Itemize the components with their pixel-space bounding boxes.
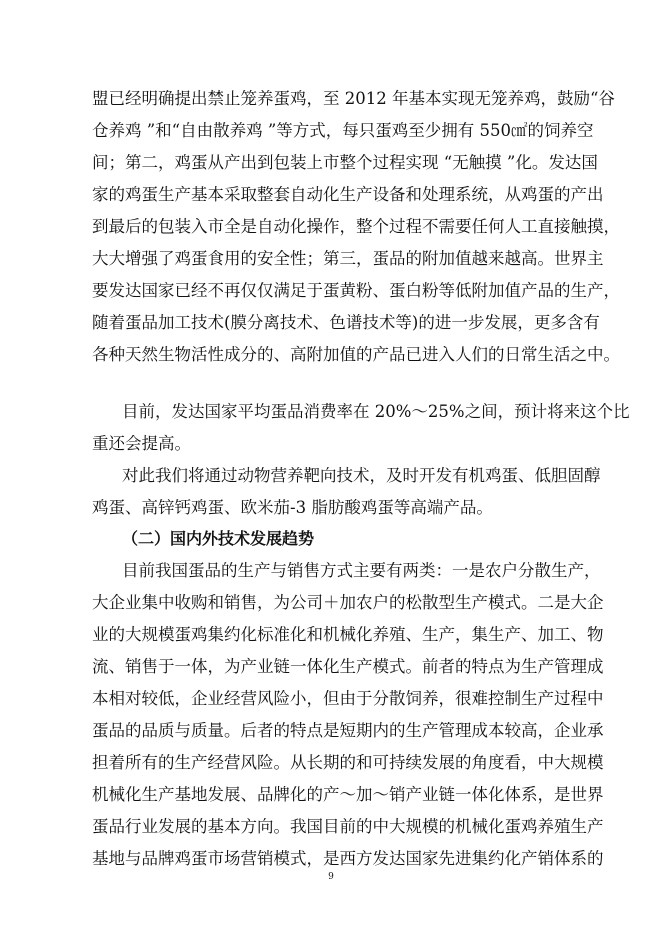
paragraph-line: 基地与品牌鸡蛋市场营销模式，是西方发达国家先进集约化产销体系的: [92, 849, 604, 868]
paragraph-line: 随着蛋品加工技术(膜分离技术、色谱技术等)的进一步发展，更多含有: [92, 313, 600, 332]
paragraph-line: 大大增强了鸡蛋食用的安全性；第三，蛋品的附加值越来越高。世界主: [92, 249, 604, 268]
paragraph-line: 蛋品行业发展的基本方向。我国目前的中大规模的机械化蛋鸡养殖生产: [92, 817, 604, 836]
section-heading: （二）国内外技术发展趋势: [122, 529, 315, 548]
paragraph-line: 各种天然生物活性成分的、高附加值的产品已进入人们的日常生活之中。: [92, 345, 620, 364]
paragraph-line: 机械化生产基地发展、品牌化的产～加～销产业链一体化体系，是世界: [92, 785, 604, 804]
paragraph-line: 鸡蛋、高锌钙鸡蛋、欧米茄-3 脂肪酸鸡蛋等高端产品。: [92, 498, 493, 517]
paragraph-line: 业的大规模蛋鸡集约化标准化和机械化养殖、生产，集生产、加工、物: [92, 625, 604, 644]
paragraph-line: 重还会提高。: [92, 434, 191, 453]
page-number: 9: [328, 872, 334, 882]
paragraph-line: 家的鸡蛋生产基本采取整套自动化生产设备和处理系统，从鸡蛋的产出: [92, 185, 604, 204]
paragraph-line: 仓养鸡 ”和“自由散养鸡 ”等方式，每只蛋鸡至少拥有 550㎠的饲养空: [92, 121, 594, 140]
paragraph-line: 蛋品的品质与质量。后者的特点是短期内的生产管理成本较高，企业承: [92, 721, 604, 740]
paragraph-line: 盟已经明确提出禁止笼养蛋鸡，至 2012 年基本实现无笼养鸡，鼓励“谷: [92, 89, 615, 108]
paragraph-line: 担着所有的生产经营风险。从长期的和可持续发展的角度看，中大规模: [92, 753, 604, 772]
paragraph-line: 要发达国家已经不再仅仅满足于蛋黄粉、蛋白粉等低附加值产品的生产，: [92, 281, 620, 300]
paragraph-line: 间；第二，鸡蛋从产出到包装上市整个过程实现 “无触摸 ”化。发达国: [92, 153, 598, 172]
paragraph-line: 目前，发达国家平均蛋品消费率在 20%～25%之间，预计将来这个比: [122, 402, 630, 421]
paragraph-line: 目前我国蛋品的生产与销售方式主要有两类：一是农户分散生产，: [122, 561, 601, 580]
paragraph-line: 到最后的包装入市全是自动化操作，整个过程不需要任何人工直接触摸，: [92, 217, 620, 236]
paragraph-line: 流、销售于一体，为产业链一体化生产模式。前者的特点为生产管理成: [92, 657, 604, 676]
paragraph-line: 本相对较低，企业经营风险小，但由于分散饲养，很难控制生产过程中: [92, 689, 604, 708]
paragraph-line: 大企业集中收购和销售，为公司＋加农户的松散型生产模式。二是大企: [92, 593, 604, 612]
paragraph-line: 对此我们将通过动物营养靶向技术，及时开发有机鸡蛋、低胆固醇: [122, 466, 601, 485]
